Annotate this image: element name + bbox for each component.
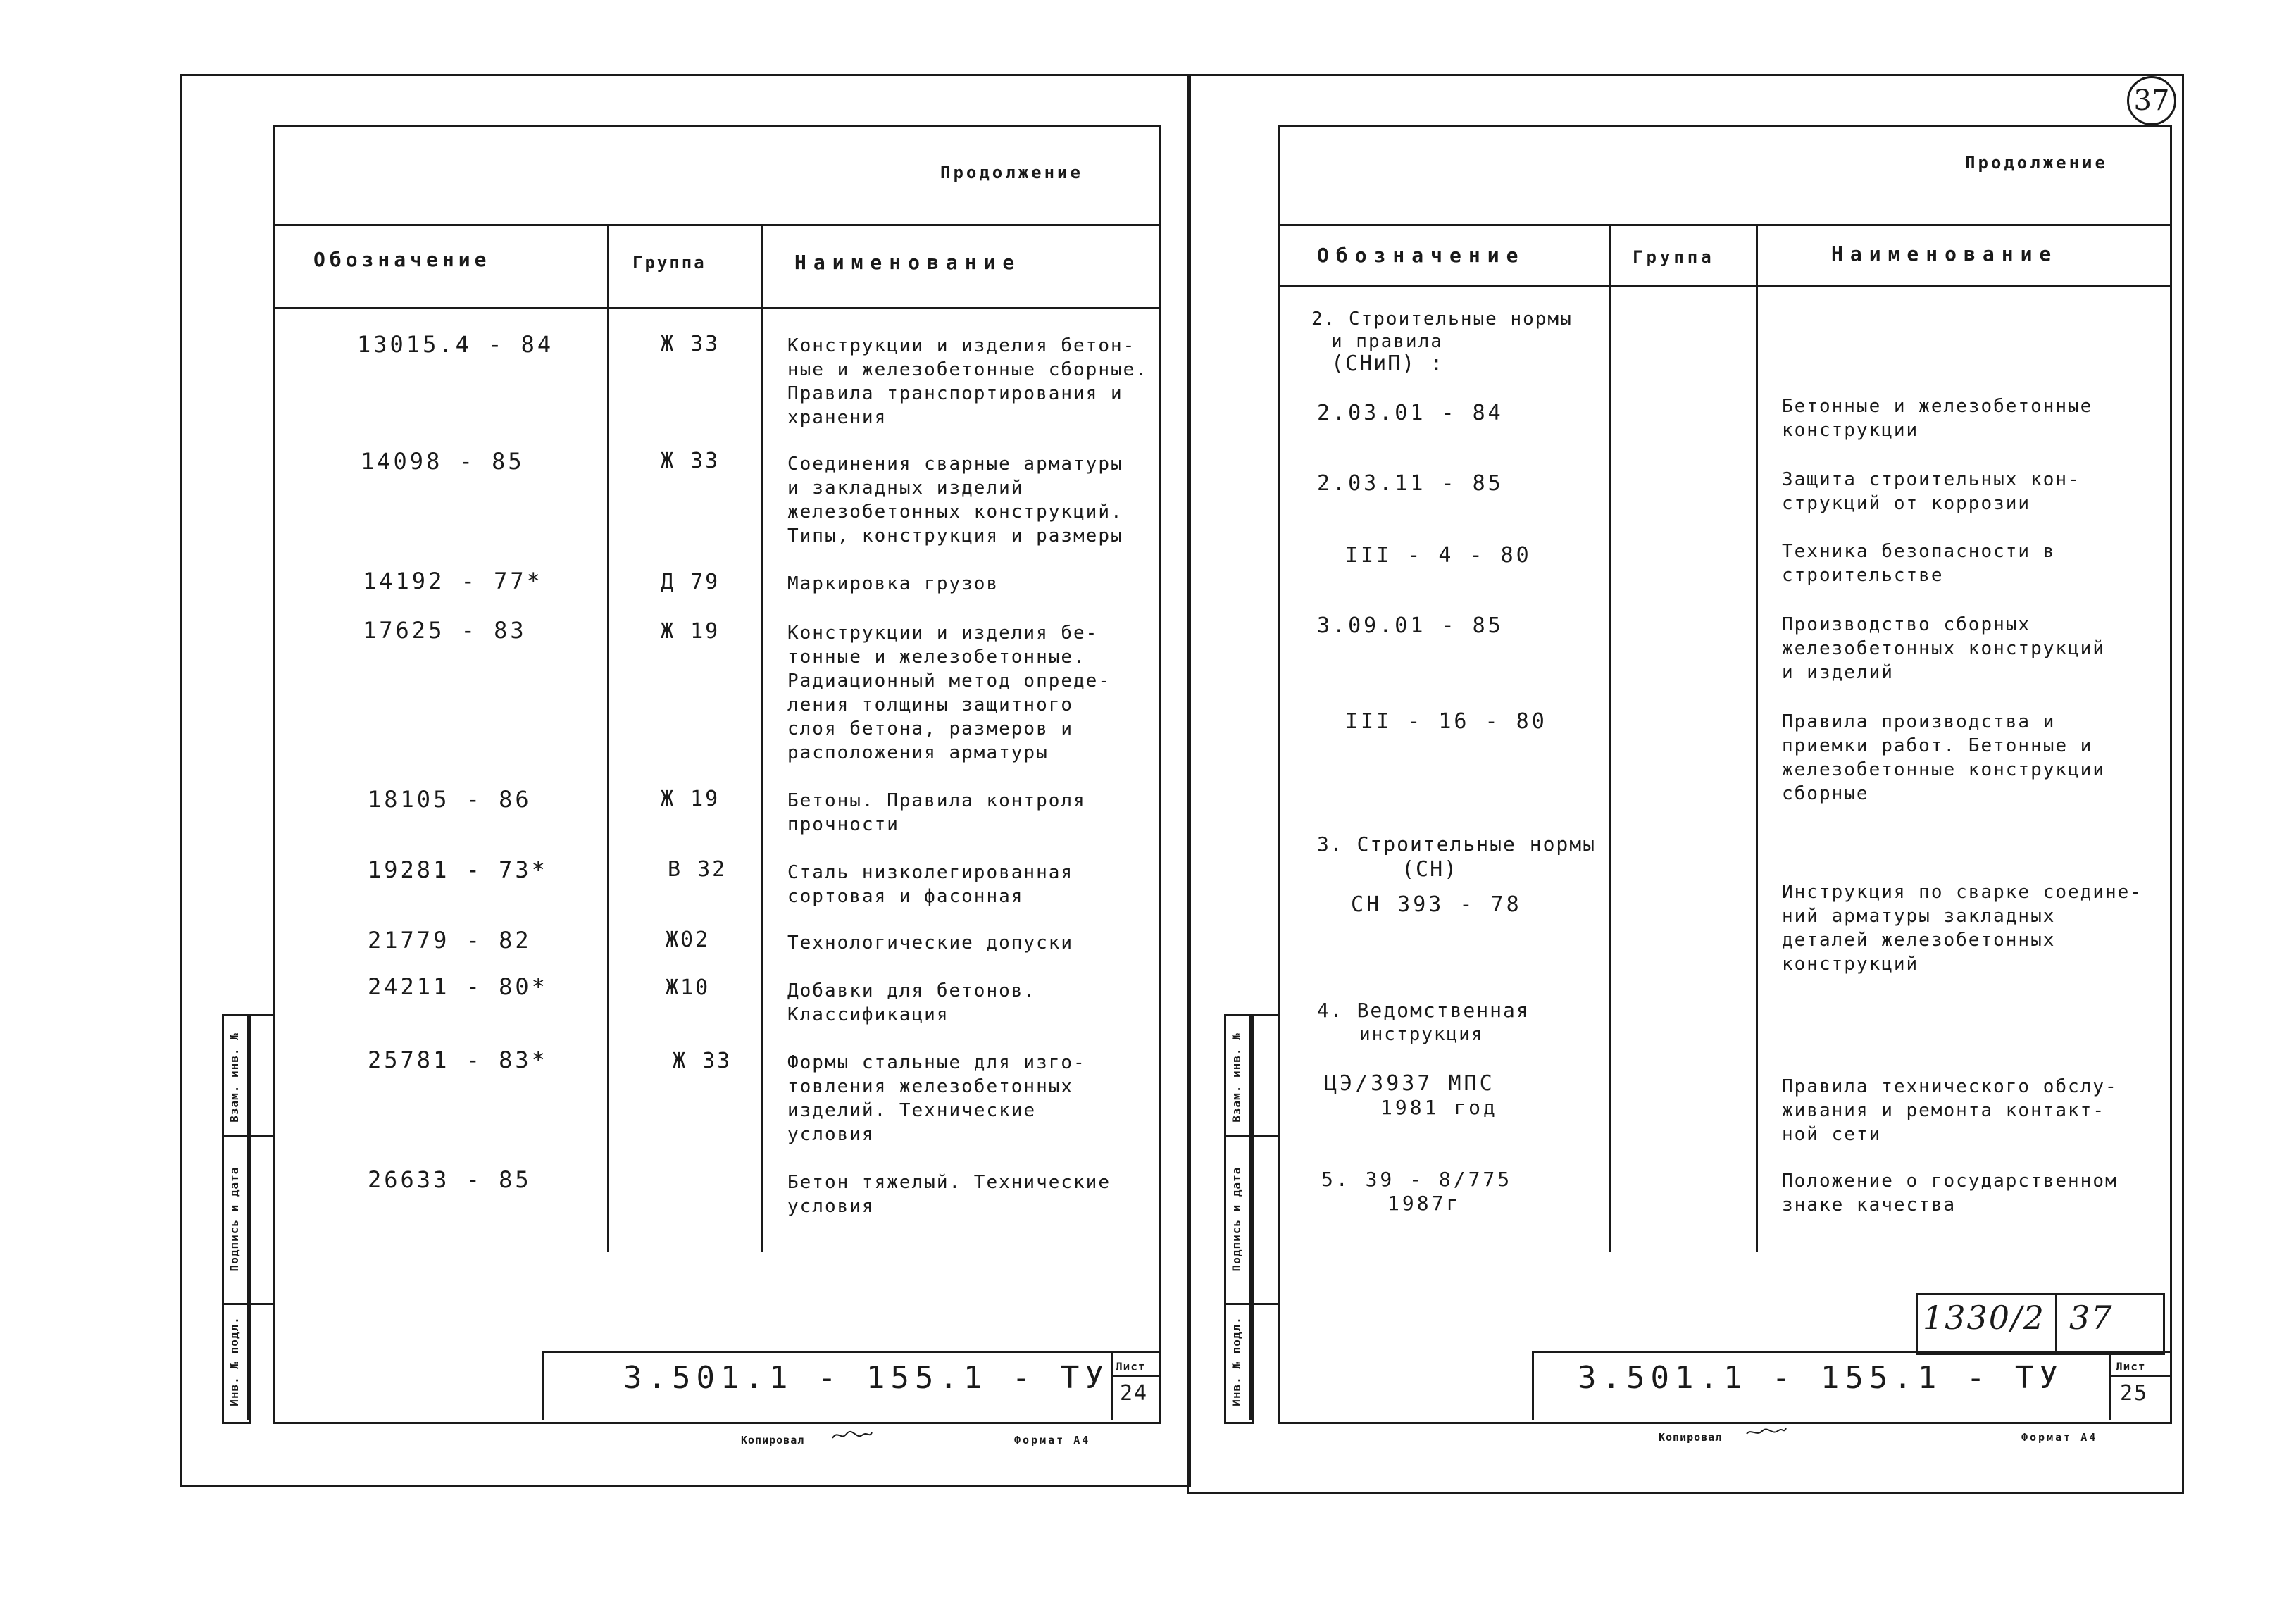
right-row-6-name-3: железобетонные конструкции (1782, 759, 2105, 780)
left-row-5-group: Ж 19 (661, 787, 720, 811)
left-side-stamp-inner (247, 1014, 249, 1420)
left-row-6-name-2: сортовая и фасонная (787, 886, 1024, 907)
left-header-name: Наименование (794, 251, 1022, 274)
left-row-7-group: Ж02 (666, 928, 711, 952)
left-row-9-group: Ж 33 (673, 1049, 732, 1073)
right-side-inv-orig: Инв. № подл. (1230, 1316, 1243, 1406)
left-row-1-name-4: хранения (787, 407, 887, 428)
left-row-6-group: В 32 (668, 857, 728, 882)
left-title-left-line (542, 1351, 544, 1420)
right-row-8-code-1: 4. Ведомственная (1317, 999, 1530, 1022)
right-row-9-code-2: 1981 год (1380, 1096, 1498, 1119)
right-doc-code: 3.501.1 - 155.1 - ТУ (1578, 1360, 2064, 1396)
left-col-divider-2 (761, 224, 763, 1252)
right-row-6-code: III - 16 - 80 (1345, 709, 1547, 734)
right-row-4-name-1: Техника безопасности в (1782, 541, 2056, 562)
right-row-6-name-2: приемки работ. Бетонные и (1782, 735, 2093, 756)
right-row-3-name-1: Защита строительных кон- (1782, 469, 2080, 490)
right-row-4-name-2: строительстве (1782, 565, 1944, 586)
left-row-4-name-3: Радиационный метод опреде- (787, 670, 1111, 692)
right-row-9-name-1: Правила технического обслу- (1782, 1076, 2118, 1097)
left-row-8-group: Ж10 (666, 975, 711, 1000)
left-row-8-name-2: Классификация (787, 1004, 949, 1025)
left-row-4-name-4: ления толщины защитного (787, 694, 1074, 716)
left-row-9-name-4: условия (787, 1124, 875, 1145)
right-side-replace-inv: Взам. инв. № (1230, 1032, 1243, 1123)
left-row-10-name-1: Бетон тяжелый. Технические (787, 1172, 1111, 1193)
left-row-6-code: 19281 - 73* (368, 856, 548, 883)
right-row-9-code-1: ЦЭ/3937 МПС (1324, 1071, 1495, 1096)
right-stamp-divider (2055, 1293, 2057, 1351)
right-row-3-code: 2.03.11 - 85 (1317, 471, 1504, 496)
right-stamp-number: 1330/2 (1923, 1299, 2045, 1337)
left-doc-code: 3.501.1 - 155.1 - ТУ (623, 1360, 1109, 1396)
right-row-1-code-3: (СНиП) : (1331, 351, 1445, 376)
right-row-8-code-2: инструкция (1359, 1024, 1484, 1045)
left-row-4-name-5: слоя бетона, размеров и (787, 718, 1074, 739)
left-copied-label: Копировал (741, 1434, 805, 1447)
left-row-9-code: 25781 - 83* (368, 1047, 548, 1073)
right-header-group: Группа (1633, 247, 1715, 267)
right-copied-label: Копировал (1659, 1431, 1723, 1444)
right-row-10-name-1: Положение о государственном (1782, 1170, 2118, 1192)
right-copier-signature-icon (1745, 1424, 1787, 1441)
right-row-4-code: III - 4 - 80 (1345, 543, 1532, 568)
left-row-2-name-2: и закладных изделий (787, 477, 1024, 499)
right-row-5-name-2: железобетонных конструкций (1782, 638, 2105, 659)
left-row-2-code: 14098 - 85 (361, 448, 525, 475)
left-row-2-group: Ж 33 (661, 449, 720, 473)
right-row-7-name-4: конструкций (1782, 954, 1919, 975)
right-side-stamp-top (1249, 1014, 1278, 1016)
left-row-2-name-1: Соединения сварные арматуры (787, 454, 1123, 475)
left-row-5-name-1: Бетоны. Правила контроля (787, 790, 1086, 811)
right-header-bottom-line (1278, 285, 2170, 287)
left-row-10-code: 26633 - 85 (368, 1166, 532, 1193)
right-header-designation: Обозначение (1317, 244, 1526, 267)
left-header-designation: Обозначение (313, 248, 491, 271)
right-row-7-name-2: ний арматуры закладных (1782, 906, 2056, 927)
left-row-9-name-1: Формы стальные для изго- (787, 1052, 1086, 1073)
left-header-bottom-line (273, 307, 1159, 309)
left-row-9-name-3: изделий. Технические (787, 1100, 1037, 1121)
left-header-group: Группа (632, 253, 706, 273)
left-row-3-code: 14192 - 77* (363, 568, 543, 594)
left-row-9-name-2: товления железобетонных (787, 1076, 1074, 1097)
right-row-7-code-3: СН 393 - 78 (1351, 892, 1522, 917)
right-row-7-code-1: 3. Строительные нормы (1317, 832, 1597, 856)
left-row-6-name-1: Сталь низколегированная (787, 862, 1074, 883)
right-row-6-name-4: сборные (1782, 783, 1869, 804)
right-sheet-label: Лист (2116, 1360, 2146, 1373)
left-row-2-name-4: Типы, конструкция и размеры (787, 525, 1123, 547)
left-row-1-name-3: Правила транспортирования и (787, 383, 1123, 404)
left-row-4-name-2: тонные и железобетонные. (787, 647, 1086, 668)
left-row-7-code: 21779 - 82 (368, 927, 532, 954)
left-row-4-code: 17625 - 83 (363, 617, 527, 644)
right-row-6-name-1: Правила производства и (1782, 711, 2056, 732)
left-row-4-group: Ж 19 (661, 619, 720, 644)
left-title-top-line (542, 1351, 1159, 1353)
right-header-top-line (1278, 224, 2170, 226)
left-frame (273, 125, 1161, 1424)
left-row-1-name-1: Конструкции и изделия бетон- (787, 335, 1136, 356)
right-side-stamp-inner (1249, 1014, 1252, 1420)
left-col-divider-1 (607, 224, 609, 1252)
right-row-7-name-3: деталей железобетонных (1782, 930, 2056, 951)
left-row-5-name-2: прочности (787, 814, 899, 835)
right-row-7-name-1: Инструкция по сварке соедине- (1782, 882, 2142, 903)
right-row-3-name-2: струкций от коррозии (1782, 493, 2031, 514)
right-row-2-code: 2.03.01 - 84 (1317, 401, 1504, 425)
right-row-1-code-2: и правила (1331, 331, 1443, 352)
left-side-inv-orig: Инв. № подл. (227, 1316, 241, 1406)
right-row-5-code: 3.09.01 - 85 (1317, 613, 1504, 638)
right-row-1-code-1: 2. Строительные нормы (1311, 308, 1573, 330)
left-row-10-name-2: условия (787, 1196, 875, 1217)
left-row-4-name-6: расположения арматуры (787, 742, 1049, 763)
left-row-1-code: 13015.4 - 84 (357, 331, 554, 358)
left-row-3-group: Д 79 (661, 570, 720, 594)
right-row-7-code-2: (СН) (1402, 857, 1459, 882)
right-format-label: Формат А4 (2021, 1431, 2098, 1444)
right-continuation: Продолжение (1965, 153, 2108, 173)
left-row-1-name-2: ные и железобетонные сборные. (787, 359, 1148, 380)
right-row-5-name-1: Производство сборных (1782, 614, 2031, 635)
left-side-stamp-top (247, 1014, 273, 1016)
left-side-replace-inv: Взам. инв. № (227, 1032, 241, 1123)
right-row-10-name-2: знаке качества (1782, 1194, 1957, 1216)
left-sheet-number: 24 (1120, 1381, 1149, 1406)
right-row-2-name-1: Бетонные и железобетонные (1782, 396, 2093, 417)
right-header-name: Наименование (1831, 242, 2059, 266)
right-row-9-name-2: живания и ремонта контакт- (1782, 1100, 2105, 1121)
left-format-label: Формат А4 (1014, 1434, 1091, 1447)
right-title-top-line (1532, 1351, 2170, 1353)
right-title-sheet-divider (2109, 1351, 2111, 1420)
right-sheet-number: 25 (2120, 1381, 2149, 1406)
right-row-10-code-2: 1987г (1387, 1192, 1461, 1215)
left-copier-signature-icon (831, 1427, 873, 1444)
left-row-2-name-3: железобетонных конструкций. (787, 501, 1123, 523)
left-side-sign-date: Подпись и дата (227, 1166, 241, 1272)
left-header-top-line (273, 224, 1159, 226)
left-row-7-name-1: Технологические допуски (787, 932, 1074, 954)
left-sheet-label: Лист (1116, 1360, 1146, 1373)
left-continuation: Продолжение (940, 163, 1083, 182)
right-stamp-page: 37 (2069, 1299, 2114, 1337)
right-row-2-name-2: конструкции (1782, 420, 1919, 441)
left-row-1-group: Ж 33 (661, 332, 720, 356)
right-col-divider-1 (1609, 224, 1611, 1252)
left-title-sheet-divider (1111, 1351, 1113, 1420)
left-row-5-code: 18105 - 86 (368, 786, 532, 813)
right-side-sign-date: Подпись и дата (1230, 1166, 1243, 1272)
left-row-3-name-1: Маркировка грузов (787, 573, 999, 594)
right-col-divider-2 (1756, 224, 1758, 1252)
right-row-10-code-1: 5. 39 - 8/775 (1321, 1168, 1513, 1191)
left-row-4-name-1: Конструкции и изделия бе- (787, 623, 1099, 644)
left-row-8-code: 24211 - 80* (368, 973, 548, 1000)
right-row-9-name-3: ной сети (1782, 1124, 1882, 1145)
right-title-left-line (1532, 1351, 1534, 1420)
right-row-5-name-3: и изделий (1782, 662, 1894, 683)
left-row-8-name-1: Добавки для бетонов. (787, 980, 1037, 1001)
page-number-circle: 37 (2127, 76, 2176, 125)
